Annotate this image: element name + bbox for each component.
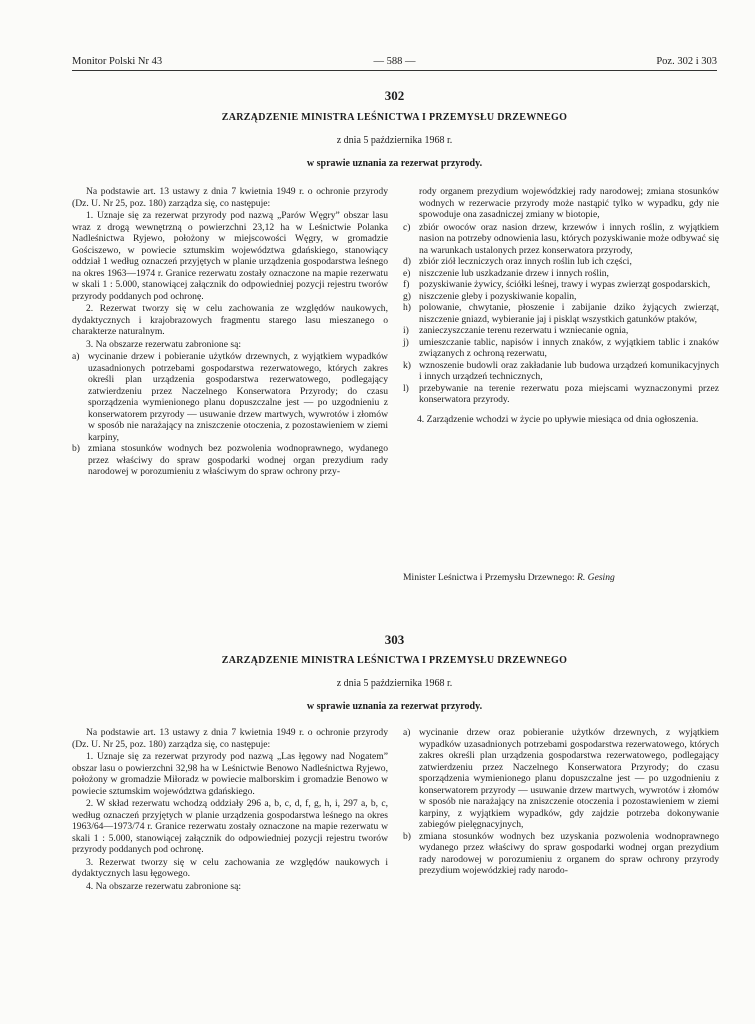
section-302-right-column — [403, 186, 719, 426]
section-302-paragraph-4: 4. Zarządzenie wchodzi w życie po upływie miesiąca od dnia ogłoszenia. — [417, 413, 699, 425]
list-item: j) umieszczanie tablic, napisów i innych znaków, z wyjątkiem tablic i znaków związanych z ochroną rezerwatu, — [403, 336, 719, 359]
section-302-intro: Na podstawie art. 13 ustawy z dnia 7 kwietnia 1949 r. o ochronie przyrody (Dz. U. Nr 25, poz. 180) zarządza się, co następuje: — [72, 186, 388, 209]
list-item: h) polowanie, chwytanie, płoszenie i zabijanie dziko żyjących zwierząt, niszczenie gniazd, wybieranie jaj i piskląt wszystkich gatunków ptaków, — [403, 302, 719, 325]
header-rule — [72, 70, 717, 71]
list-item: g) niszczenie gleby i pozyskiwanie kopalin, — [403, 290, 577, 302]
section-303-intro: Na podstawie art. 13 ustawy z dnia 7 kwietnia 1949 r. o ochronie przyrody (Dz. U. Nr 25, poz. 180) zarządza się, co następuje: — [72, 727, 388, 750]
section-302-continuation: rody organem prezydium wojewódzkiej rady narodowej; zmiana stosunków wodnych w rezerwacie przyrody może nastąpić tylko w wypadku, gdy nie spowoduje ona zasadniczej zmiany w biotopie, — [419, 186, 719, 220]
position-range: Poz. 302 i 303 — [656, 56, 717, 67]
journal-name: Monitor Polski Nr 43 — [72, 56, 163, 67]
section-303-right-column — [403, 727, 719, 877]
page-header — [72, 56, 717, 70]
list-item: f) pozyskiwanie żywicy, ściółki leśnej, trawy i wypas zwierząt gospodarskich, — [403, 279, 711, 290]
section-302-signature — [403, 572, 615, 583]
section-302-paragraph-3: 3. Na obszarze rezerwatu zabronione są: — [86, 338, 242, 350]
list-item: a) wycinanie drzew oraz pobieranie użytków drzewnych, z wyjątkiem wypadków uzasadnionych potrzebami gospodarstwa rezerwatowego, których zakres określi plan urządzenia gospodarstwa rezerwatowego, podlegający zatwierdzeniu przez Naczelnego Konserwatora Przyrody; do czasu sporządzenia wymienionego planu dopuszczalne jest — po uzgodnieniu z konserwatorem przyrody — usuwanie drzew martwych, wywrotów i złomów w sposób nie narażający na zniszczenie otoczenia i pozostawieniem w ziemi karpiny, z wyjątkiem wypadków, gdy zajdzie potrzeba dokonywanie zabiegów pielęgnacyjnych, — [403, 727, 719, 830]
list-item: a) wycinanie drzew i pobieranie użytków drzewnych, z wyjątkiem wypadków uzasadnionych potrzebami gospodarstwa rezerwatowego, których zakres określi plan urządzenia gospodarstwa rezerwatowego, podlegający zatwierdzeniu przez Naczelnego Konserwatora Przyrody; do czasu sporządzenia wymienionego planu dopuszczalne jest — po uzgodnieniu z konserwatorem przyrody — usuwanie drzew martwych, wywrotów i złomów w sposób nie narażający na zniszczenie otoczenia, z pozostawieniem w ziemi karpiny, — [72, 351, 388, 443]
section-302-number: 302 — [384, 88, 405, 103]
section-303-paragraph-3: 3. Rezerwat tworzy się w celu zachowania ze względów naukowych i dydaktycznych lasu łęgowego. — [72, 856, 388, 879]
section-302-paragraph-2: 2. Rezerwat tworzy się w celu zachowania ze względów naukowych, dydaktycznych i krajobrazowych fragmentu starego lasu mieszanego o charakterze naturalnym. — [72, 303, 388, 337]
list-item: b) zmiana stosunków wodnych bez uzyskania pozwolenia wodnoprawnego wydanego przez właściwy do spraw gospodarki wodnej organ prezydium rady narodowej w porozumieniu z organem do spraw ochrony przyrody prezydium wojewódzkiej rady narodo- — [403, 830, 719, 876]
list-item: k) wznoszenie budowli oraz zakładanie lub budowa urządzeń komunikacyjnych i innych urządzeń technicznych, — [403, 359, 719, 382]
signature-title: Minister Leśnictwa i Przemysłu Drzewnego: — [403, 572, 575, 583]
section-303-date: z dnia 5 października 1968 r. — [336, 678, 453, 689]
section-302-title: ZARZĄDZENIE MINISTRA LEŚNICTWA I PRZEMYSŁU DRZEWNEGO — [221, 112, 568, 123]
section-303-paragraph-1: 1. Uznaje się za rezerwat przyrody pod nazwą „Las łęgowy nad Nogatem” obszar lasu o powierzchni 32,98 ha w Leśnictwie Benowo Nadleśnictwa Ryjewo, położony w gromadzie Miłoradz w powiecie malborskim i gromadzie Benowo w powiecie sztumskim województwa gdańskiego. — [72, 751, 388, 797]
list-item: c) zbiór owoców oraz nasion drzew, krzewów i innych roślin, z wyjątkiem nasion na potrzeby odnowienia lasu, których pozyskiwanie może odbywać się na warunkach ustalonych przez konserwatora przyrody, — [403, 221, 719, 256]
section-302-left-column — [72, 186, 388, 478]
section-303-title: ZARZĄDZENIE MINISTRA LEŚNICTWA I PRZEMYSŁU DRZEWNEGO — [221, 655, 568, 666]
list-item: i) zanieczyszczanie terenu rezerwatu i wzniecanie ognia, — [403, 325, 629, 336]
section-302-subject: w sprawie uznania za rezerwat przyrody. — [306, 158, 483, 169]
section-303-left-column — [72, 727, 388, 893]
signature-name: R. Gesing — [576, 572, 615, 583]
page-number: — 588 — — [373, 56, 416, 67]
section-303-subject: w sprawie uznania za rezerwat przyrody. — [306, 701, 483, 712]
section-302-date: z dnia 5 października 1968 r. — [336, 135, 453, 146]
section-303-paragraph-4: 4. Na obszarze rezerwatu zabronione są: — [86, 880, 242, 892]
list-item: e) niszczenie lub uszkadzanie drzew i innych roślin, — [403, 267, 609, 279]
section-303-paragraph-2: 2. W skład rezerwatu wchodzą oddziały 296 a, b, c, d, f, g, h, i, 297 a, b, c, według oznaczeń przyjętych w planie urządzenia gospodarstwa leśnego na okres 1963/64—1973/74 r. Granice rezerwatu zostały oznaczone na mapie rezerwatu w skali 1 : 5.000, stanowiącej załącznik do odpowiedniej pozycji rejestru tworów przyrody poddanych pod ochronę. — [72, 798, 388, 855]
list-item: d) zbiór ziół leczniczych oraz innych roślin lub ich części, — [403, 256, 632, 267]
list-item: l) przebywanie na terenie rezerwatu poza miejscami wyznaczonymi przez konserwatora przyrody. — [403, 382, 719, 405]
section-303-number: 303 — [384, 632, 405, 647]
section-302-paragraph-1: 1. Uznaje się za rezerwat przyrody pod nazwą „Parów Węgry” obszar lasu wraz z drogą wewnętrzną o powierzchni 23,12 ha w Leśnictwie Polanka Nadleśnictwa Ryjewo, położony w miejscowości Węgry, w gromadzie Gościszewo, w powiecie sztumskim województwa gdańskiego, stanowiący oddział 1 według oznaczeń przyjętych w planie urządzenia gospodarstwa leśnego na okres 1963—1974 r. Granice rezerwatu zostały oznaczone na mapie rezerwatu w skali 1 : 5.000, stanowiącej załącznik do odpowiedniej pozycji rejestru tworów przyrody poddanych pod ochronę. — [72, 210, 388, 302]
list-item: b) zmiana stosunków wodnych bez pozwolenia wodnoprawnego, wydanego przez właściwy do spraw gospodarki wodnej organ prezydium rady narodowej w porozumieniu z właściwym do spraw ochrony przy- — [72, 443, 388, 477]
